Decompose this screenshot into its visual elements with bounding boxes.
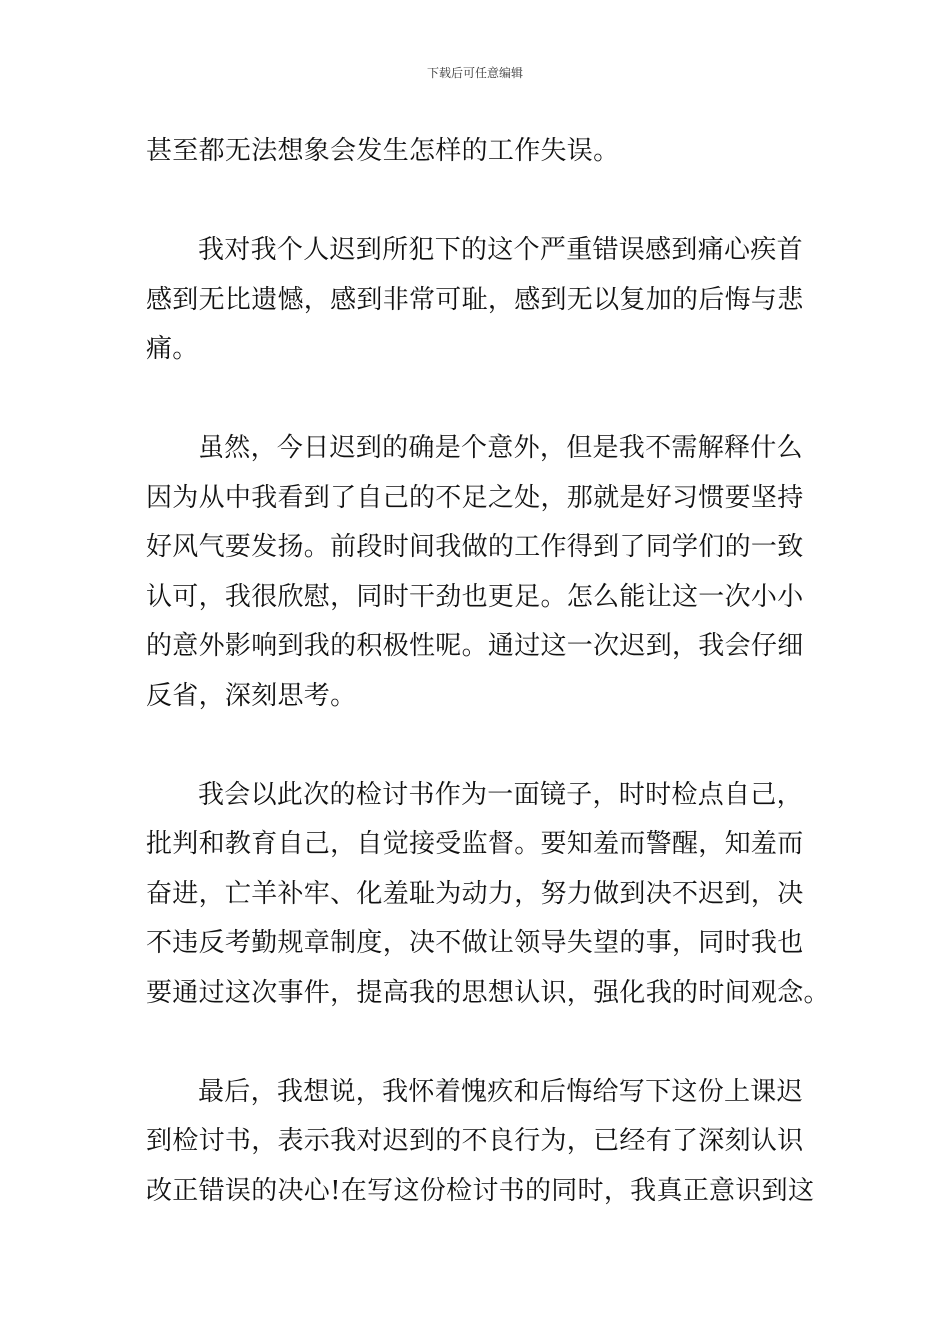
paragraph-first-line: 虽然，今日迟到的确是个意外，但是我不需解释什么	[198, 433, 803, 463]
text-line: 要通过这次事件，提高我的思想认识，强化我的时间观念。	[146, 978, 830, 1008]
text-line: 改正错误的决心!在写这份检讨书的同时，我真正意识到这	[146, 1176, 815, 1206]
text-line: 不违反考勤规章制度，决不做让领导失望的事，同时我也	[146, 928, 804, 958]
text-line: 批判和教育自己，自觉接受监督。要知羞而警醒，知羞而	[146, 829, 804, 859]
text-line: 到检讨书，表示我对迟到的不良行为，已经有了深刻认识	[146, 1126, 804, 1156]
text-line: 反省，深刻思考。	[146, 681, 357, 711]
text-line: 痛。	[146, 334, 199, 364]
paragraph-first-line: 我对我个人迟到所犯下的这个严重错误感到痛心疾首	[198, 235, 803, 265]
paragraph-first-line: 最后，我想说，我怀着愧疚和后悔给写下这份上课迟	[198, 1077, 803, 1107]
text-line: 奋进，亡羊补牢、化羞耻为动力，努力做到决不迟到，决	[146, 879, 804, 909]
text-line: 甚至都无法想象会发生怎样的工作失误。	[146, 136, 620, 166]
paragraph-first-line: 我会以此次的检讨书作为一面镜子，时时检点自己，	[198, 780, 803, 810]
text-line: 的意外影响到我的积极性呢。通过这一次迟到，我会仔细	[146, 631, 804, 661]
text-line: 认可，我很欣慰，同时干劲也更足。怎么能让这一次小小	[146, 582, 804, 612]
page-header: 下载后可任意编辑	[426, 66, 523, 80]
text-line: 好风气要发扬。前段时间我做的工作得到了同学们的一致	[146, 532, 804, 562]
text-line: 因为从中我看到了自己的不足之处，那就是好习惯要坚持	[146, 483, 804, 513]
text-line: 感到无比遗憾，感到非常可耻，感到无以复加的后悔与悲	[146, 285, 804, 315]
